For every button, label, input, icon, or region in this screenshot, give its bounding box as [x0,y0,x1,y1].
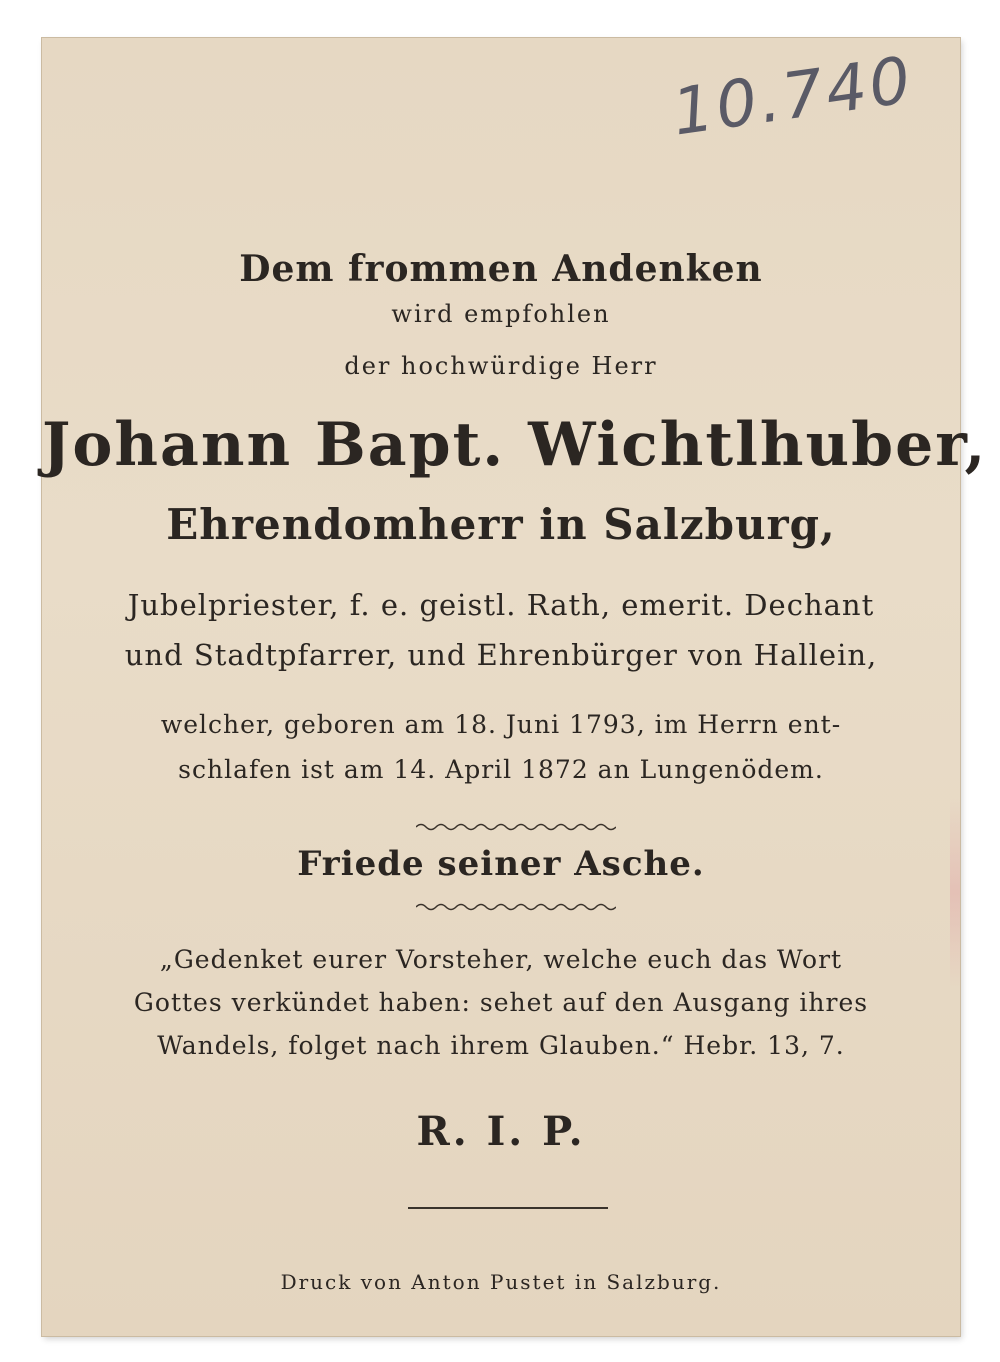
scripture-quote-line-3: Wandels, folget nach ihrem Glauben.“ Hebr. 13, 7. [157,1031,845,1060]
horizontal-rule [408,1207,608,1209]
rip-inscription: R. I. P. [416,1108,586,1155]
recommended-line: wird empfohlen [391,300,611,328]
scripture-quote-line-2: Gottes verkündet haben: sehet auf den Ausgang ihres [133,988,869,1017]
heading-line: Dem frommen Andenken [239,248,763,290]
life-dates-line-1: welcher, geboren am 18. Juni 1793, im Herrn ent- [160,710,842,739]
motto: Friede seiner Asche. [297,844,705,884]
roles-line-2: und Stadtpfarrer, und Ehrenbürger von Hallein, [124,638,878,672]
memorial-card [42,38,988,1336]
wavy-divider-bottom [416,900,616,914]
life-dates-line-2: schlafen ist am 14. April 1872 an Lungenödem. [178,755,824,784]
handwritten-inventory-number: 10.740 [668,43,918,151]
honorific-line: der hochwürdige Herr [344,352,658,380]
roles-line-1: Jubelpriester, f. e. geistl. Rath, emerit. Dechant [127,588,875,622]
scripture-quote-line-1: „Gedenket eurer Vorsteher, welche euch das Wort [159,945,843,974]
deceased-name: Johann Bapt. Wichtlhuber, [42,410,988,480]
printer-credit: Druck von Anton Pustet in Salzburg. [280,1270,722,1294]
wavy-divider-top [416,820,616,834]
paper-stain [950,798,960,988]
deceased-title: Ehrendomherr in Salzburg, [166,500,836,549]
